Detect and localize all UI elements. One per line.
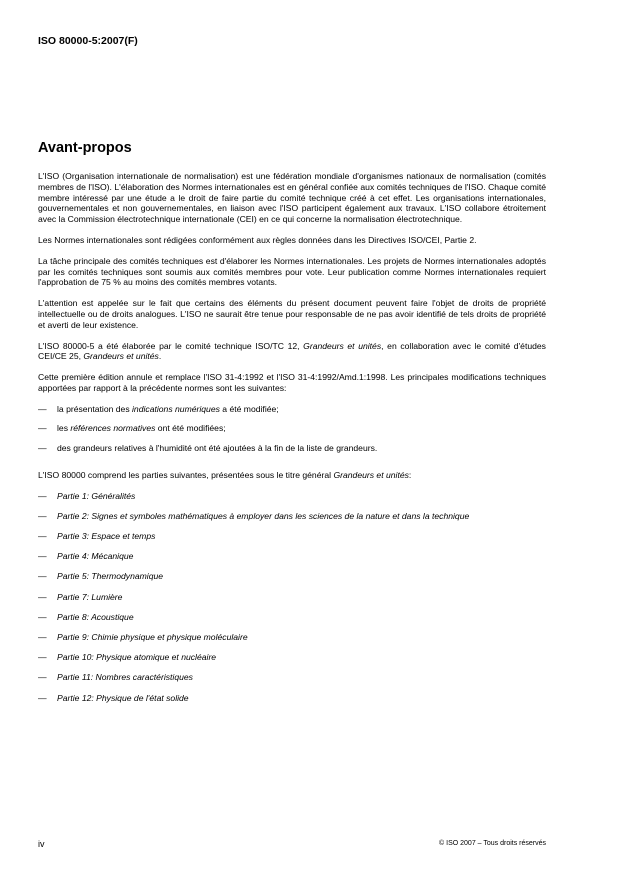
part-title: Partie 10: Physique atomique et nucléaire: [57, 652, 217, 663]
page-title: Avant-propos: [38, 140, 132, 156]
text-run: les: [57, 423, 71, 434]
dash-bullet: —: [38, 423, 47, 434]
part-title: Partie 4: Mécanique: [57, 551, 134, 562]
paragraph: La tâche principale des comités techniques est d'élaborer les Normes internationales. Les projets de Normes internationales adoptés par les comités techniques sont soumis aux comités membres pour vote. Leur publication comme Normes internationales requiert l'approbation de 75 % au moins des comités membres votants.: [38, 255, 546, 288]
part-item: [38, 531, 546, 542]
dash-bullet: —: [38, 692, 47, 703]
part-item: [38, 571, 546, 582]
text-run: L'ISO 80000 comprend les parties suivantes, présentées sous le titre général: [38, 469, 334, 480]
copyright-notice: © ISO 2007 – Tous droits réservés: [439, 840, 546, 847]
document-id: ISO 80000-5:2007(F): [38, 35, 138, 47]
dash-bullet: —: [38, 510, 47, 521]
emphasis: Grandeurs et unités: [333, 469, 409, 480]
foreword-body: [38, 171, 546, 713]
dash-bullet: —: [38, 652, 47, 663]
dash-bullet: —: [38, 531, 47, 542]
changes-list: [38, 404, 546, 454]
part-title: Partie 2: Signes et symboles mathématiques à employer dans les sciences de la nature et dans la technique: [57, 510, 470, 521]
text-run: :: [408, 469, 412, 480]
paragraph: L'attention est appelée sur le fait que certains des éléments du présent document peuvent faire l'objet de droits de propriété intellectuelle ou de droits analogues. L'ISO ne saurait être tenue pour responsable de ne pas avoir identifié de tels droits de propriété et averti de leur existence.: [38, 298, 546, 330]
text-run: , en collaboration avec le comité d'études CEI/CE 25,: [38, 340, 546, 362]
paragraph: L'ISO (Organisation internationale de normalisation) est une fédération mondiale d'organismes nationaux de normalisation (comités membres de l'ISO). L'élaboration des Normes internationales est en général confiée aux comités techniques de l'ISO. Chaque comité membre intéressé par une étude a le droit de faire partie du comité technique créé à cet effet. Les organisations internationales, gouvernementales et non gouvernementales, en liaison avec l'ISO participent également aux travaux. L'ISO collabore étroitement avec la Commission électrotechnique internationale (CEI) en ce qui concerne la normalisation électrotechnique.: [38, 171, 546, 225]
text-run: a été modifiée;: [219, 403, 279, 414]
part-item: [38, 693, 546, 704]
list-item: [38, 443, 546, 454]
part-title: Partie 11: Nombres caractéristiques: [57, 672, 193, 683]
part-item: [38, 511, 546, 522]
part-item: [38, 592, 546, 603]
emphasis: références normatives: [70, 423, 156, 434]
part-title: Partie 1: Généralités: [57, 490, 136, 501]
part-title: Partie 8: Acoustique: [57, 611, 134, 622]
part-title: Partie 7: Lumière: [57, 591, 123, 602]
parts-list: [38, 491, 546, 704]
paragraph: [38, 470, 546, 481]
dash-bullet: —: [38, 442, 47, 453]
list-item: [38, 423, 546, 434]
text-run: ont été modifiées;: [155, 423, 226, 434]
paragraph: [38, 341, 546, 363]
part-title: Partie 12: Physique de l'état solide: [57, 692, 189, 703]
dash-bullet: —: [38, 403, 47, 414]
text-run: la présentation des: [57, 403, 133, 414]
text-run: des grandeurs relatives à l'humidité ont été ajoutées à la fin de la liste de grandeurs.: [57, 442, 378, 453]
dash-bullet: —: [38, 591, 47, 602]
list-item: [38, 404, 546, 415]
dash-bullet: —: [38, 490, 47, 501]
dash-bullet: —: [38, 672, 47, 683]
part-item: [38, 612, 546, 623]
part-item: [38, 652, 546, 663]
dash-bullet: —: [38, 611, 47, 622]
dash-bullet: —: [38, 571, 47, 582]
part-title: Partie 3: Espace et temps: [57, 531, 156, 542]
paragraph: Les Normes internationales sont rédigées conformément aux règles données dans les Directives ISO/CEI, Partie 2.: [38, 234, 477, 245]
emphasis: indications numériques: [132, 403, 220, 414]
part-item: [38, 551, 546, 562]
dash-bullet: —: [38, 551, 47, 562]
text-run: .: [158, 351, 162, 362]
paragraph: Cette première édition annule et remplace l'ISO 31-4:1992 et l'ISO 31-4:1992/Amd.1:1998. Les principales modifications techniques apportées par rapport à la précédente normes sont les suivantes:: [38, 372, 546, 393]
part-item: [38, 491, 546, 502]
part-item: [38, 632, 546, 643]
part-title: Partie 5: Thermodynamique: [57, 571, 164, 582]
text-run: L'ISO 80000-5 a été élaborée par le comité technique ISO/TC 12,: [38, 340, 304, 351]
part-title: Partie 9: Chimie physique et physique moléculaire: [57, 632, 248, 643]
part-item: [38, 672, 546, 683]
emphasis: Grandeurs et unités: [83, 351, 159, 362]
dash-bullet: —: [38, 632, 47, 643]
emphasis: Grandeurs et unités: [303, 340, 382, 351]
page-number: iv: [38, 839, 45, 849]
